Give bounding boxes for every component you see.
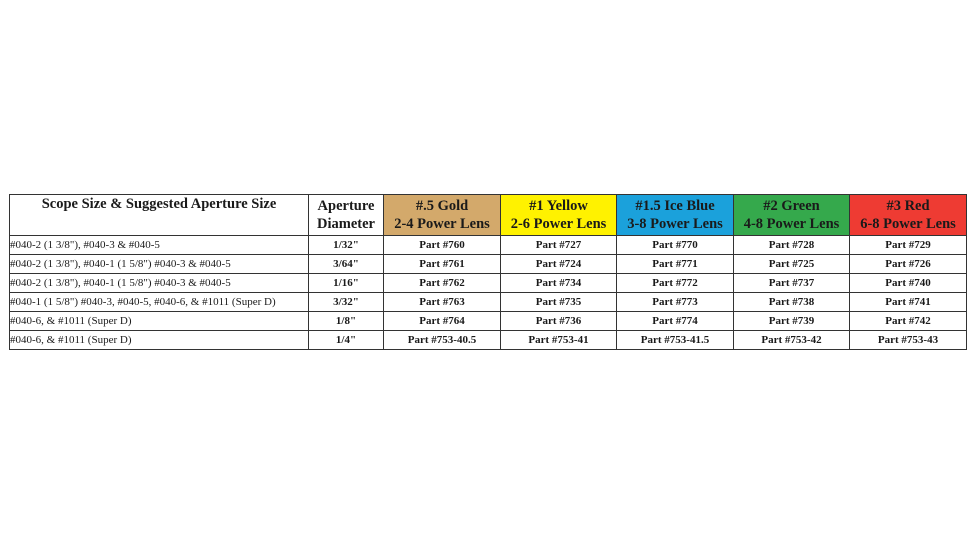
lens-name: #1.5 Ice Blue [635,198,715,214]
part-cell: Part #753-41 [501,331,617,350]
part-cell: Part #727 [501,236,617,255]
part-cell: Part #741 [850,293,967,312]
header-row [10,195,967,236]
scope-cell: #040-1 (1 5/8") #040-3, #040-5, #040-6, & #1011 (Super D) [10,293,309,312]
lens-header-green [734,195,850,236]
part-cell: Part #774 [617,312,734,331]
part-cell: Part #770 [617,236,734,255]
aperture-header-line2: Diameter [317,216,375,232]
part-cell: Part #753-40.5 [384,331,501,350]
lens-power: 4-8 Power Lens [743,216,840,232]
aperture-diameter-header [309,195,384,236]
part-cell: Part #739 [734,312,850,331]
lens-name: #.5 Gold [415,198,469,214]
lens-power: 3-8 Power Lens [627,216,723,232]
lens-header-yellow [501,195,617,236]
part-cell: Part #734 [501,274,617,293]
diameter-cell: 1/4" [309,331,384,350]
scope-cell: #040-2 (1 3/8"), #040-1 (1 5/8") #040-3 & #040-5 [10,274,309,293]
lens-name: #2 Green [763,198,820,214]
diameter-cell: 1/32" [309,236,384,255]
diameter-cell: 1/8" [309,312,384,331]
table-row [10,312,967,331]
part-cell: Part #753-43 [850,331,967,350]
part-cell: Part #762 [384,274,501,293]
part-cell: Part #737 [734,274,850,293]
diameter-cell: 3/64" [309,255,384,274]
part-cell: Part #738 [734,293,850,312]
diameter-cell: 1/16" [309,274,384,293]
part-cell: Part #753-41.5 [617,331,734,350]
diameter-cell: 3/32" [309,293,384,312]
part-cell: Part #763 [384,293,501,312]
scope-cell: #040-6, & #1011 (Super D) [10,312,309,331]
lens-header-red [850,195,967,236]
part-cell: Part #724 [501,255,617,274]
part-cell: Part #742 [850,312,967,331]
scope-cell: #040-2 (1 3/8"), #040-3 & #040-5 [10,236,309,255]
table-row [10,331,967,350]
scope-size-header: Scope Size & Suggested Aperture Size [10,195,309,236]
aperture-header-line1: Aperture [317,198,375,214]
lens-power: 2-6 Power Lens [510,216,607,232]
part-cell: Part #740 [850,274,967,293]
lens-name: #1 Yellow [529,198,588,214]
part-cell: Part #773 [617,293,734,312]
part-cell: Part #736 [501,312,617,331]
lens-power: 6-8 Power Lens [860,216,956,232]
table-row [10,255,967,274]
part-cell: Part #761 [384,255,501,274]
part-cell: Part #725 [734,255,850,274]
part-cell: Part #729 [850,236,967,255]
part-cell: Part #764 [384,312,501,331]
table-row [10,236,967,255]
part-cell: Part #735 [501,293,617,312]
scope-cell: #040-2 (1 3/8"), #040-1 (1 5/8") #040-3 & #040-5 [10,255,309,274]
part-cell: Part #726 [850,255,967,274]
lens-header-ice-blue [617,195,734,236]
scope-cell: #040-6, & #1011 (Super D) [10,331,309,350]
part-cell: Part #771 [617,255,734,274]
lens-power: 2-4 Power Lens [394,216,490,232]
part-cell: Part #760 [384,236,501,255]
aperture-table [9,194,967,350]
lens-name: #3 Red [886,198,930,214]
part-cell: Part #753-42 [734,331,850,350]
part-cell: Part #772 [617,274,734,293]
table-row [10,293,967,312]
part-cell: Part #728 [734,236,850,255]
lens-header-gold [384,195,501,236]
table-row [10,274,967,293]
